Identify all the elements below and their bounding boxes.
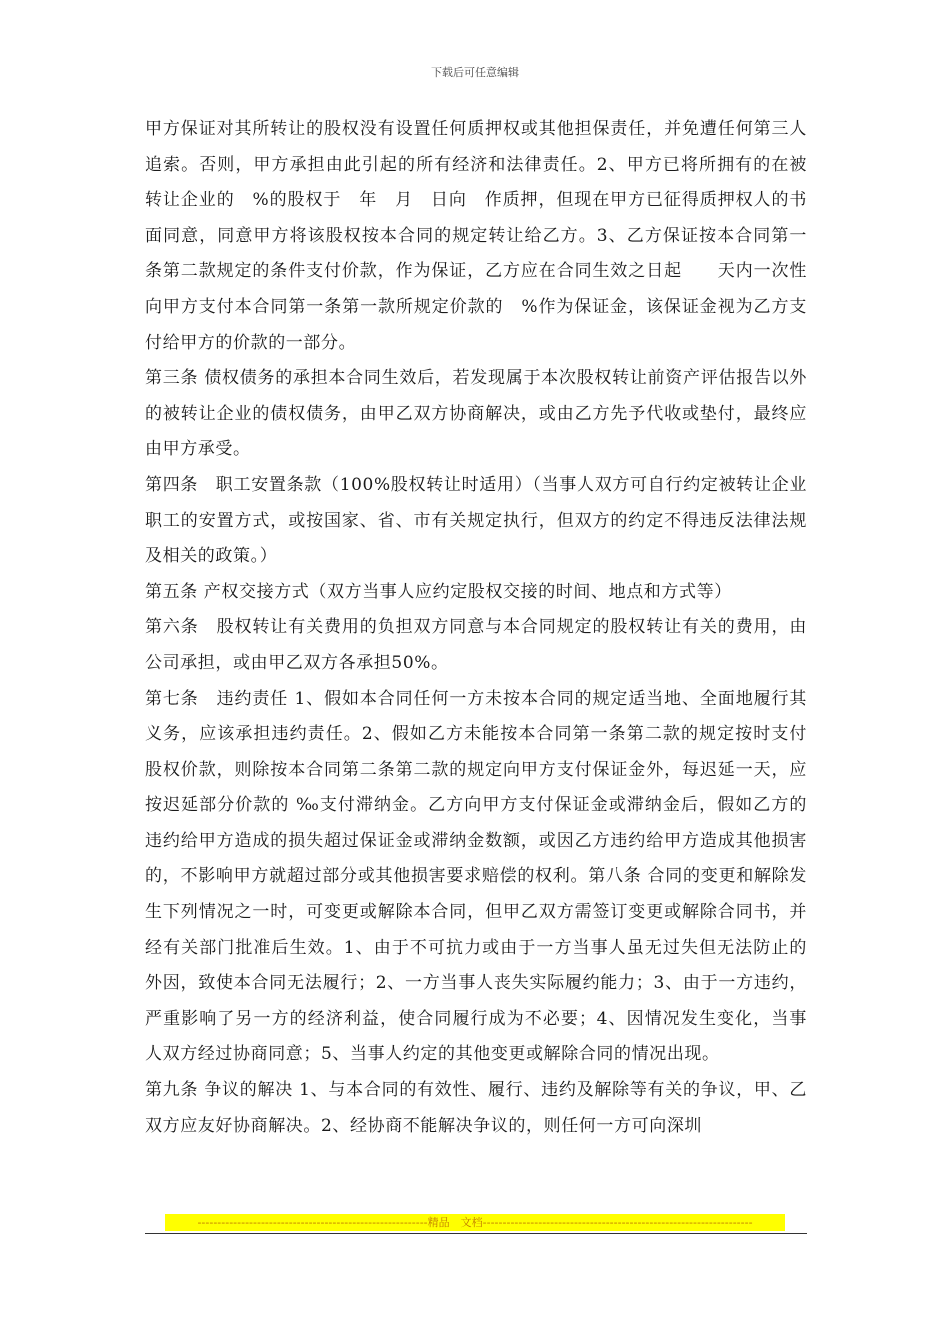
- footer-banner: ----------------------------------------------------------精品 文档--------------------------------------------------------------------: [165, 1214, 785, 1231]
- footer-divider: [145, 1233, 807, 1234]
- page-header: 下载后可任意编辑: [431, 66, 519, 79]
- paragraph-article-4: 第四条 职工安置条款（100%股权转让时适用）（当事人双方可自行约定被转让企业职工的安置方式，或按国家、省、市有关规定执行，但双方的约定不得违反法律法规及相关的政策。）: [145, 474, 807, 567]
- paragraph-article-7-8: 第七条 违约责任 1、假如本合同任何一方未按本合同的规定适当地、全面地履行其义务，应该承担违约责任。2、假如乙方未能按本合同第一条第二款的规定按时支付股权价款，则除按本合同第二条第二款的规定向甲方支付保证金外，每迟延一天，应按迟延部分价款的 ‰支付滞纳金。乙方向甲方支付保证金或滞纳金后，假如乙方的违约给甲方造成的损失超过保证金或滞纳金数额，或因乙方违约给甲方造成其他损害的，不影响甲方就超过部分或其他损害要求赔偿的权利。第八条 合同的变更和解除发生下列情况之一时，可变更或解除本合同，但甲乙双方需签订变更或解除合同书，并经有关部门批准后生效。1、由于不可抗力或由于一方当事人虽无过失但无法防止的外因，致使本合同无法履行；2、一方当事人丧失实际履约能力；3、由于一方违约，严重影响了另一方的经济利益，使合同履行成为不必要；4、因情况发生变化，当事人双方经过协商同意；5、当事人约定的其他变更或解除合同的情况出现。: [145, 688, 807, 1065]
- paragraph-article-9: 第九条 争议的解决 1、与本合同的有效性、履行、违约及解除等有关的争议，甲、乙双方应友好协商解决。2、经协商不能解决争议的，则任何一方可向深圳: [145, 1080, 807, 1136]
- paragraph-article-6: 第六条 股权转让有关费用的负担双方同意与本合同规定的股权转让有关的费用，由 公司承担，或由甲乙双方各承担50%。: [145, 617, 860, 673]
- paragraph-article-5: 第五条 产权交接方式（双方当事人应约定股权交接的时间、地点和方式等）: [145, 581, 732, 602]
- paragraph-article-3: 第三条 债权债务的承担本合同生效后，若发现属于本次股权转让前资产评估报告以外的被转让企业的债权债务，由甲乙双方协商解决，或由乙方先予代收或垫付，最终应由甲方承受。: [145, 368, 807, 460]
- paragraph-guarantee: 甲方保证对其所转让的股权没有设置任何质押权或其他担保责任，并免遭任何第三人追索。否则，甲方承担由此引起的所有经济和法律责任。2、甲方已将所拥有的在被转让企业的 %的股权于 年 月 日向 作质押，但现在甲方已征得质押权人的书面同意，同意甲方将该股权按本合同的规定转让给乙方。3、乙方保证按本合同第一条第二款规定的条件支付价款，作为保证，乙方应在合同生效之日起 天内一次性向甲方支付本合同第一条第一款所规定价款的 %作为保证金，该保证金视为乙方支付给甲方的价款的一部分。: [145, 119, 807, 353]
- document-body: [145, 112, 860, 1144]
